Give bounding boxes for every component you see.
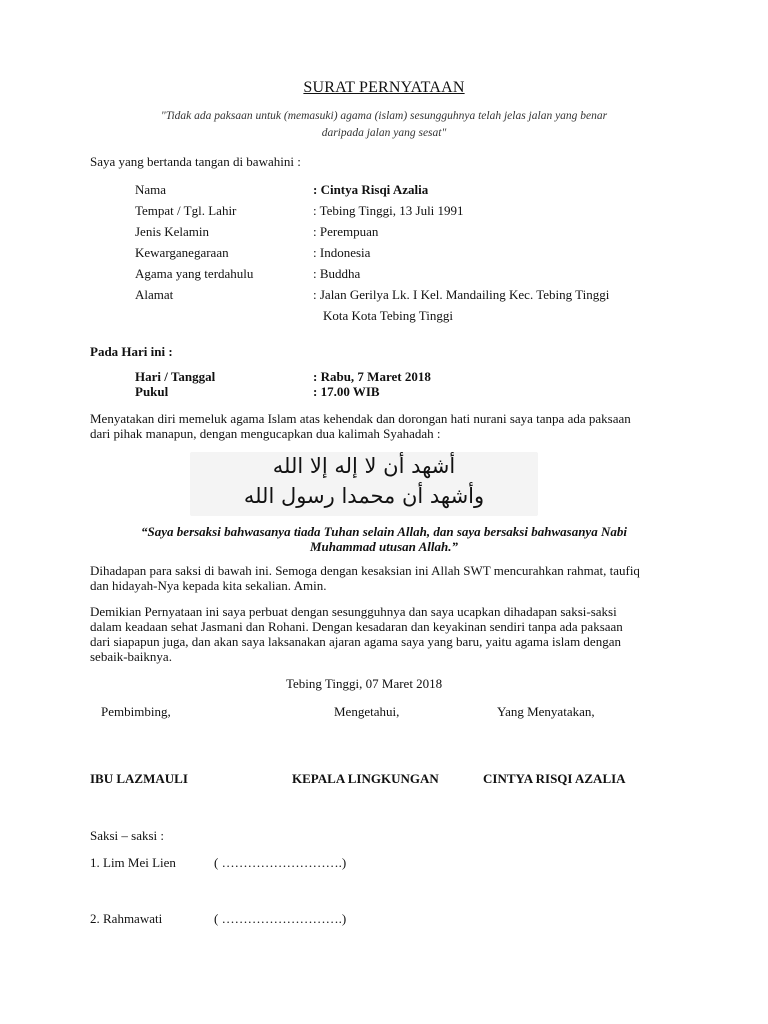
syahadat-calligraphy xyxy=(190,452,538,516)
witness-2-signature-blank: ( ……………………….) xyxy=(214,911,347,926)
place-date: Tebing Tinggi, 07 Maret 2018 xyxy=(286,676,443,691)
identity-label-gender: Jenis Kelamin xyxy=(135,224,210,239)
closing-para-line-2: dalam keadaan sehat Jasmani dan Rohani. Dengan kesadaran dan keyakinan sendiri tanpa ada paksaan xyxy=(90,619,623,634)
identity-address-continued: Kota Kota Tebing Tinggi xyxy=(323,308,453,323)
identity-label-former-religion: Agama yang terdahulu xyxy=(135,266,254,281)
closing-para-line-1: Demikian Pernyataan ini saya perbuat dengan sesungguhnya dan saya ucapkan dihadapan saksi-saksi xyxy=(90,604,617,619)
identity-value-former-religion: : Buddha xyxy=(313,266,361,281)
identity-value-name: : Cintya Risqi Azalia xyxy=(313,182,429,197)
witness-1-signature-blank: ( ……………………….) xyxy=(214,855,347,870)
identity-value-birth: : Tebing Tinggi, 13 Juli 1991 xyxy=(313,203,464,218)
identity-value-gender: : Perempuan xyxy=(313,224,379,239)
statement-line-2: dari pihak manapun, dengan mengucapkan dua kalimah Syahadah : xyxy=(90,426,441,441)
identity-label-birth: Tempat / Tgl. Lahir xyxy=(135,203,237,218)
quote-line-2: daripada jalan yang sesat" xyxy=(321,127,447,139)
document-title: SURAT PERNYATAAN xyxy=(303,79,465,96)
syahadat-line-1: أشهد أن لا إله إلا الله xyxy=(272,454,456,478)
witness-para-line-2: dan hidayah-Nya kepada kita sekalian. Amin. xyxy=(90,578,327,593)
identity-label-name: Nama xyxy=(135,182,167,197)
identity-value-address: : Jalan Gerilya Lk. I Kel. Mandailing Kec. Tebing Tinggi xyxy=(313,287,610,302)
translation-line-1: “Saya bersaksi bahwasanya tiada Tuhan selain Allah, dan saya bersaksi bahwasanya Nabi xyxy=(141,524,627,539)
closing-para-line-3: dari siapapun juga, dan akan saya laksanakan ajaran agama saya yang baru, yaitu agama islam dengan xyxy=(90,634,621,649)
translation-line-2: Muhammad utusan Allah.” xyxy=(310,539,458,554)
witness-1-name: 1. Lim Mei Lien xyxy=(90,855,176,870)
signatory-role-advisor: Pembimbing, xyxy=(101,704,171,719)
day-date-label: Hari / Tanggal xyxy=(135,369,216,384)
quote-line-1: "Tidak ada paksaan untuk (memasuki) agama (islam) sesungguhnya telah jelas jalan yang benar xyxy=(160,110,608,122)
day-date-value: : Rabu, 7 Maret 2018 xyxy=(313,369,431,384)
identity-label-citizenship: Kewarganegaraan xyxy=(135,245,229,260)
witness-2-name: 2. Rahmawati xyxy=(90,911,163,926)
identity-label-address: Alamat xyxy=(135,287,174,302)
identity-value-citizenship: : Indonesia xyxy=(313,245,371,260)
statement-line-1: Menyatakan diri memeluk agama Islam atas kehendak dan dorongan hati nurani saya tanpa ada paksaan xyxy=(90,411,631,426)
signatory-name-declarant: CINTYA RISQI AZALIA xyxy=(483,771,626,786)
witnesses-heading: Saksi – saksi : xyxy=(90,828,165,843)
day-time-label: Pukul xyxy=(135,384,169,399)
signatory-name-advisor: IBU LAZMAULI xyxy=(90,771,188,786)
day-time-value: : 17.00 WIB xyxy=(313,384,380,399)
signatory-name-head: KEPALA LINGKUNGAN xyxy=(292,771,439,786)
day-heading: Pada Hari ini : xyxy=(90,344,173,359)
syahadat-line-2: وأشهد أن محمدا رسول الله xyxy=(243,484,485,508)
signatory-role-witness: Mengetahui, xyxy=(334,704,400,719)
witness-para-line-1: Dihadapan para saksi di bawah ini. Semoga dengan kesaksian ini Allah SWT mencurahkan rahmat, taufiq xyxy=(90,563,640,578)
intro-text: Saya yang bertanda tangan di bawahini : xyxy=(90,154,301,169)
signatory-role-declarant: Yang Menyatakan, xyxy=(497,704,595,719)
closing-para-line-4: sebaik-baiknya. xyxy=(90,649,172,664)
